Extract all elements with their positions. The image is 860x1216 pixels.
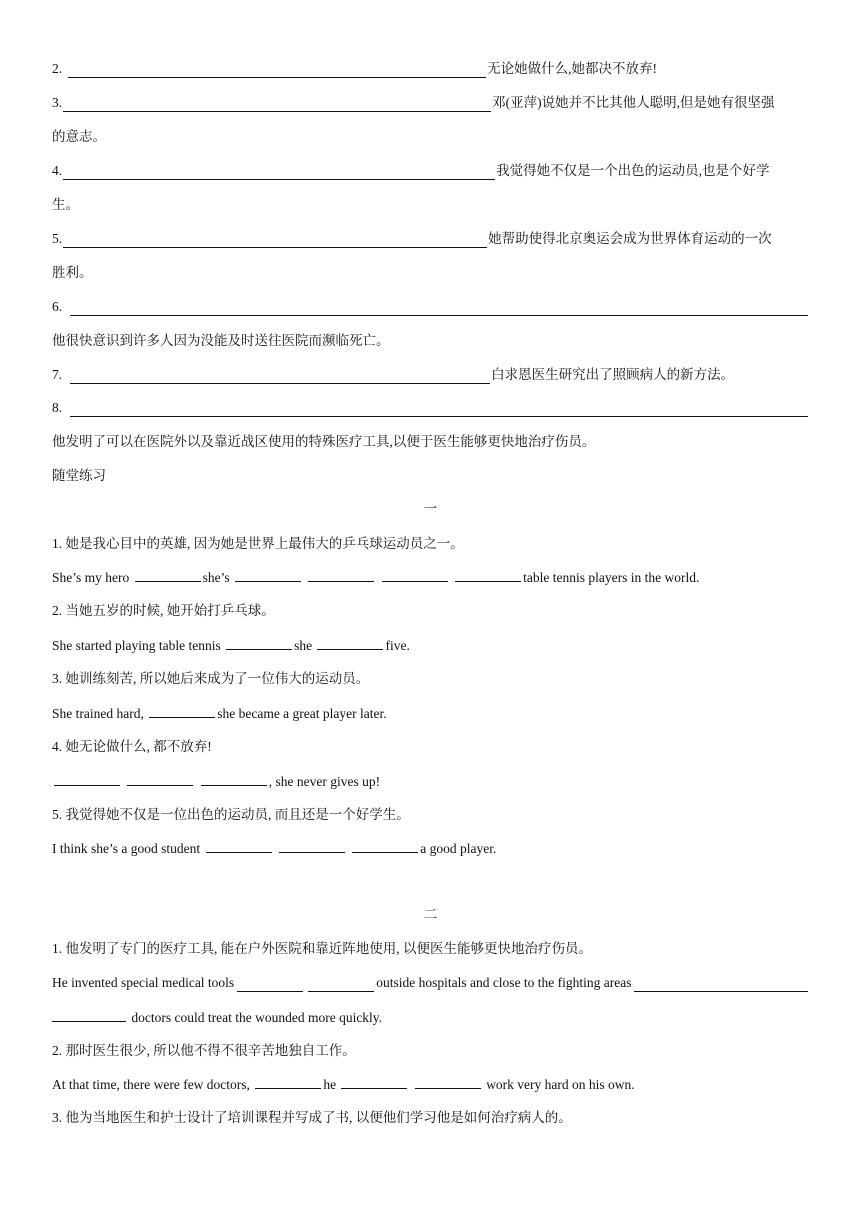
item-number: 5. [52, 231, 63, 246]
item-number: 3. [52, 95, 63, 110]
item-chinese-continued: 他发明了可以在医院外以及靠近战区使用的特殊医疗工具,以便于医生能够更快地治疗伤员。 [52, 434, 596, 449]
item-number: 6. [52, 299, 63, 314]
answer-blank[interactable] [634, 978, 808, 992]
answer-blank[interactable] [382, 568, 448, 582]
answer-blank[interactable] [341, 1075, 407, 1089]
item-chinese: 我觉得她不仅是一个出色的运动员,也是个好学 [496, 163, 770, 178]
translation-item-5 [52, 230, 809, 248]
s1-q4-chinese: 4. 她无论做什么, 都不放弃! [52, 739, 212, 754]
s2-q1-chinese: 1. 他发明了专门的医疗工具, 能在户外医院和靠近阵地使用, 以便医生能够更快地治疗伤员。 [52, 941, 592, 956]
answer-blank[interactable] [255, 1075, 321, 1089]
answer-blank[interactable] [226, 636, 292, 650]
translation-item-7 [52, 366, 809, 384]
answer-blank[interactable] [70, 302, 808, 316]
s1-q2-chinese: 2. 当她五岁的时候, 她开始打乒乓球。 [52, 603, 275, 618]
s1-q1-chinese: 1. 她是我心目中的英雄, 因为她是世界上最伟大的乒乓球运动员之一。 [52, 536, 464, 551]
answer-blank[interactable] [70, 370, 490, 384]
s1-q3-chinese: 3. 她训练刻苦, 所以她后来成为了一位伟大的运动员。 [52, 671, 370, 686]
answer-blank[interactable] [415, 1075, 481, 1089]
answer-blank[interactable] [68, 64, 486, 78]
practice-title: 随堂练习 [52, 468, 106, 483]
s2-q2-english: At that time, there were few doctors, he work very hard on his own. [52, 1077, 635, 1092]
translation-item-8 [52, 399, 809, 417]
translation-item-6 [52, 298, 809, 316]
answer-blank[interactable] [63, 166, 495, 180]
item-chinese-continued: 他很快意识到许多人因为没能及时送往医院而濒临死亡。 [52, 333, 390, 348]
answer-blank[interactable] [237, 978, 303, 992]
item-number: 8. [52, 400, 63, 415]
answer-blank[interactable] [135, 568, 201, 582]
s1-q2-english: She started playing table tennis she five. [52, 638, 410, 653]
s1-q5-chinese: 5. 我觉得她不仅是一位出色的运动员, 而且还是一个好学生。 [52, 807, 410, 822]
item-number: 7. [52, 367, 63, 382]
answer-blank[interactable] [455, 568, 521, 582]
answer-blank[interactable] [63, 98, 491, 112]
item-number: 2. [52, 61, 63, 76]
translation-item-2 [52, 60, 809, 78]
section-heading-one: 一 [423, 501, 438, 516]
answer-blank[interactable] [149, 704, 215, 718]
answer-blank[interactable] [70, 403, 808, 417]
translation-item-3 [52, 94, 809, 112]
s2-q2-chinese: 2. 那时医生很少, 所以他不得不很辛苦地独自工作。 [52, 1043, 356, 1058]
s2-q1-english-line2: doctors could treat the wounded more quickly. [52, 1008, 382, 1027]
answer-blank[interactable] [279, 839, 345, 853]
section-heading-two: 二 [423, 907, 438, 922]
answer-blank[interactable] [308, 568, 374, 582]
item-chinese-continued: 的意志。 [52, 129, 106, 144]
answer-blank[interactable] [308, 978, 374, 992]
item-chinese: 邓(亚萍)说她并不比其他人聪明,但是她有很坚强 [492, 95, 775, 110]
item-number: 4. [52, 163, 63, 178]
answer-blank[interactable] [127, 772, 193, 786]
item-chinese: 她帮助使得北京奥运会成为世界体育运动的一次 [488, 231, 772, 246]
s2-q1-english-line1: He invented special medical tools outside hospitals and close to the fighting areas [52, 974, 809, 992]
s1-q4-english: , she never gives up! [52, 772, 380, 791]
item-chinese: 白求恩医生研究出了照顾病人的新方法。 [491, 367, 735, 382]
answer-blank[interactable] [63, 234, 487, 248]
answer-blank[interactable] [206, 839, 272, 853]
s2-q3-chinese: 3. 他为当地医生和护士设计了培训课程并写成了书, 以便他们学习他是如何治疗病人的。 [52, 1110, 572, 1125]
s1-q3-english: She trained hard, she became a great player later. [52, 706, 387, 721]
answer-blank[interactable] [201, 772, 267, 786]
answer-blank[interactable] [235, 568, 301, 582]
answer-blank[interactable] [352, 839, 418, 853]
s1-q1-english: She’s my hero she’s table tennis players in the world. [52, 570, 700, 585]
answer-blank[interactable] [52, 1008, 126, 1022]
answer-blank[interactable] [317, 636, 383, 650]
item-chinese: 无论她做什么,她都决不放弃! [487, 61, 657, 76]
item-chinese-continued: 胜利。 [52, 265, 93, 280]
item-chinese-continued: 生。 [52, 197, 79, 212]
s1-q5-english: I think she’s a good student a good player. [52, 841, 497, 856]
answer-blank[interactable] [54, 772, 120, 786]
translation-item-4 [52, 162, 809, 180]
